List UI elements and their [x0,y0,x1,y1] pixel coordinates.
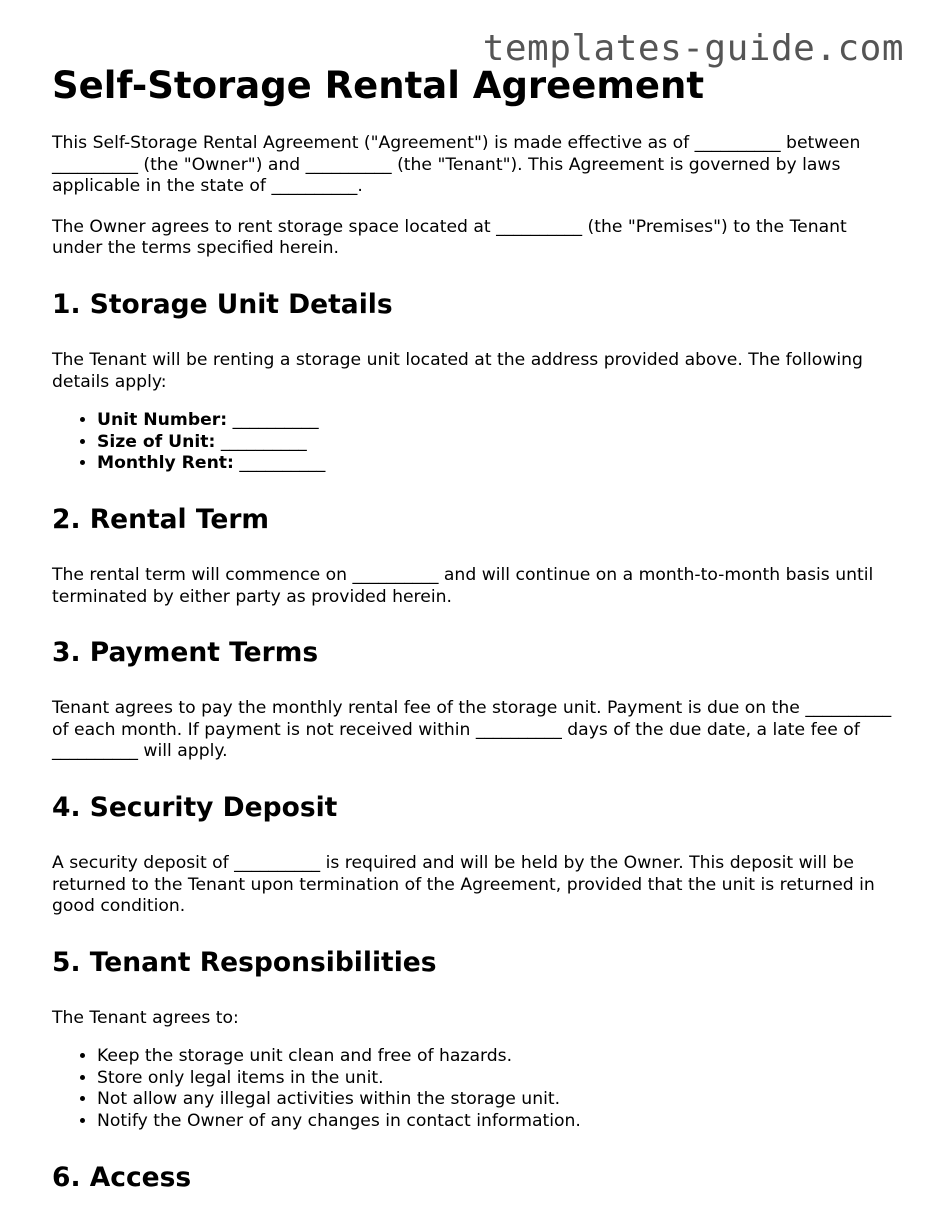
watermark: templates-guide.com [482,28,904,69]
unit-size-blank: __________ [220,431,307,452]
list-item: • Keep the storage unit clean and free of hazards. [97,1046,892,1068]
unit-number-blank: __________ [232,410,319,431]
list-item [97,410,892,432]
unit-number-label: Unit Number: [97,410,228,431]
premises-paragraph: The Owner agrees to rent storage space located at __________ (the "Premises") to the Tenant under the terms specified herein. [52,216,847,259]
monthly-rent-label: Monthly Rent: [97,453,234,474]
section-heading-access: 6. Access [52,1161,192,1193]
section-heading-storage-unit-details: 1. Storage Unit Details [52,288,393,320]
document-content [52,133,892,1223]
section-body-security-deposit: A security deposit of __________ is required and will be held by the Owner. This deposit will be returned to the Tenant upon termination of the Agreement, provided that the unit is returned in good condition. [52,852,875,917]
unit-size-label: Size of Unit: [97,431,216,452]
section-heading-tenant-responsibilities: 5. Tenant Responsibilities [52,946,437,978]
list-item: • Notify the Owner of any changes in contact information. [97,1111,892,1133]
section-body-payment-terms: Tenant agrees to pay the monthly rental fee of the storage unit. Payment is due on the __________ of each month. If payment is not received within __________ days of the due date, a late fee of __________ will apply. [52,698,892,762]
section-body-tenant-responsibilities: The Tenant agrees to: [52,1007,239,1028]
section-heading-security-deposit: 4. Security Deposit [52,791,338,823]
intro-paragraph: This Self-Storage Rental Agreement ("Agreement") is made effective as of __________ between __________ (the "Owner") and __________ (the "Tenant"). This Agreement is governed by laws applicable in the state of __________. [52,133,861,197]
list-item: • Not allow any illegal activities within the storage unit. [97,1089,892,1111]
section-heading-payment-terms: 3. Payment Terms [52,637,319,669]
monthly-rent-blank: __________ [239,453,326,474]
section-heading-rental-term: 2. Rental Term [52,503,270,535]
section-body-rental-term: The rental term will commence on __________ and will continue on a month-to-month basis until terminated by either party as provided herein. [52,564,874,607]
unit-details-list [52,410,892,475]
tenant-responsibilities-list [52,1046,892,1132]
list-item: • Store only legal items in the unit. [97,1068,892,1090]
section-body-storage-unit-details: The Tenant will be renting a storage unit located at the address provided above. The following details apply: [52,349,863,392]
document-title: Self-Storage Rental Agreement [52,64,705,107]
list-item [97,453,892,475]
list-item [97,432,892,454]
